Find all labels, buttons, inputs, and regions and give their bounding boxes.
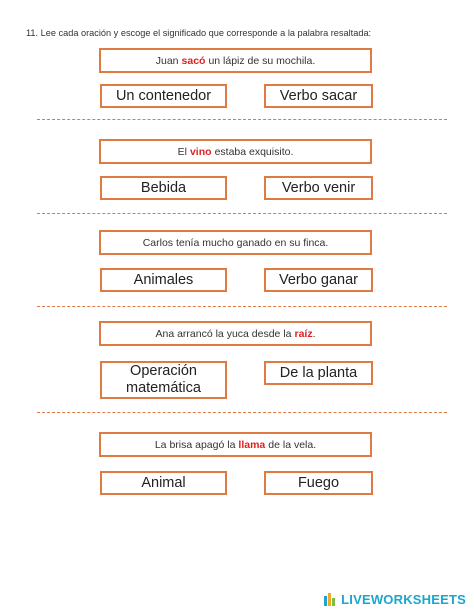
sentence-1-highlight: sacó [181, 54, 206, 67]
sentence-2-pre: El [177, 145, 187, 158]
sentence-4-highlight: raíz [294, 327, 313, 340]
brand-text: LIVEWORKSHEETS [341, 592, 466, 607]
sentence-4-pre: Ana arrancó la yuca desde la [155, 327, 292, 340]
option-4a[interactable]: Operación matemática [100, 361, 227, 399]
liveworksheets-icon [324, 593, 338, 607]
sentence-4 [99, 321, 372, 346]
sentence-2-highlight: vino [189, 145, 212, 158]
option-3b[interactable]: Verbo ganar [264, 268, 373, 292]
option-2a[interactable]: Bebida [100, 176, 227, 200]
sentence-3-pre: Carlos tenía mucho ganado en su finca. [142, 236, 329, 249]
sentence-4-post: . [312, 327, 316, 340]
option-3a[interactable]: Animales [100, 268, 227, 292]
divider-3 [37, 306, 447, 307]
option-2b[interactable]: Verbo venir [264, 176, 373, 200]
sentence-5-post: de la vela. [268, 438, 317, 451]
option-1a[interactable]: Un contenedor [100, 84, 227, 108]
sentence-3 [99, 230, 372, 255]
sentence-1 [99, 48, 372, 73]
divider-2 [37, 213, 447, 214]
sentence-5 [99, 432, 372, 457]
sentence-5-pre: La brisa apagó la [154, 438, 236, 451]
sentence-1-post: un lápiz de su mochila. [208, 54, 316, 67]
divider-4 [37, 412, 447, 413]
divider-1 [37, 119, 447, 120]
sentence-5-highlight: llama [238, 438, 266, 451]
option-1b[interactable]: Verbo sacar [264, 84, 373, 108]
sentence-2 [99, 139, 372, 164]
sentence-1-pre: Juan [155, 54, 179, 67]
option-4b[interactable]: De la planta [264, 361, 373, 385]
liveworksheets-logo [324, 592, 466, 607]
option-5b[interactable]: Fuego [264, 471, 373, 495]
option-5a[interactable]: Animal [100, 471, 227, 495]
instruction-text: 11. Lee cada oración y escoge el significado que corresponde a la palabra resaltada: [26, 28, 372, 38]
sentence-2-post: estaba exquisito. [214, 145, 294, 158]
